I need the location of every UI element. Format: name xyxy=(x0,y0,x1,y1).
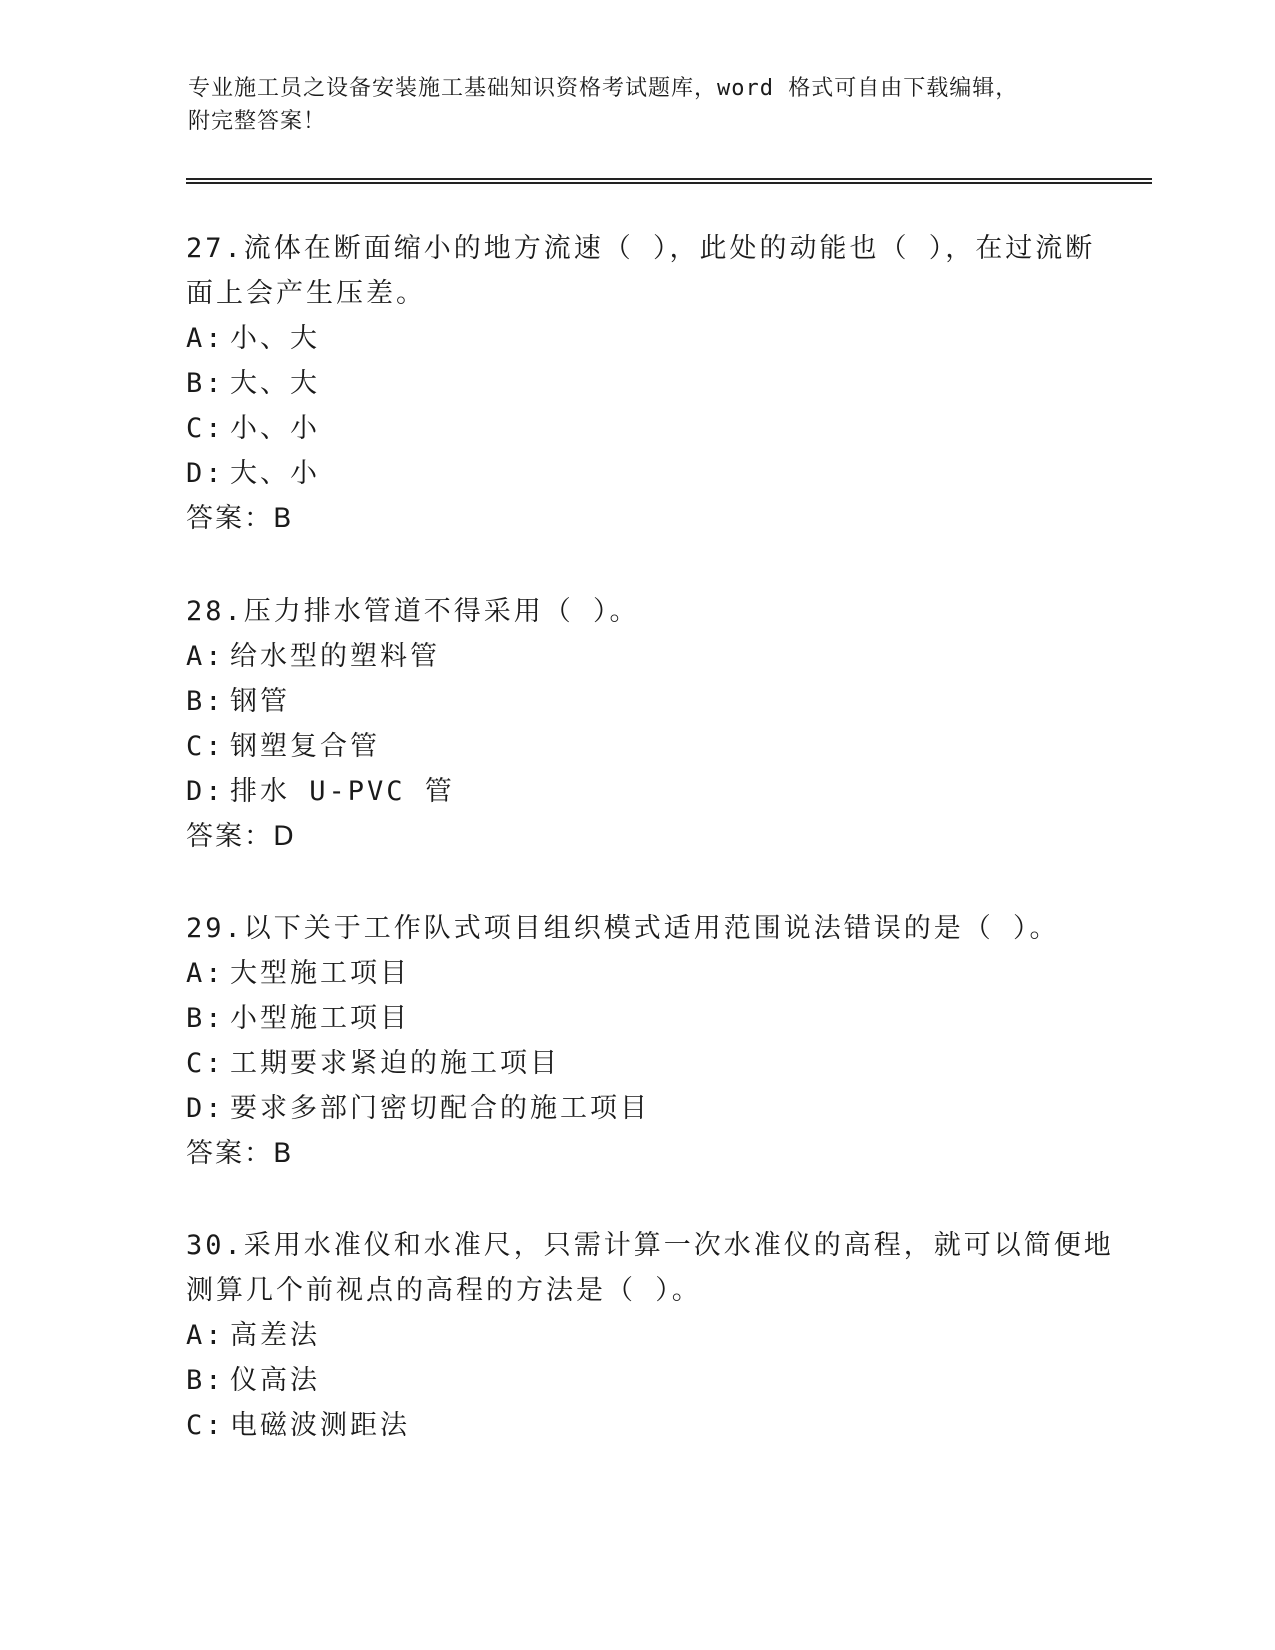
option-text: 排水 U-PVC 管 xyxy=(230,776,455,807)
option-c xyxy=(186,406,1086,451)
answer-line: 答案：D xyxy=(186,821,296,852)
option-letter: B: xyxy=(186,368,225,399)
question-28 xyxy=(186,589,1086,859)
option-letter: A: xyxy=(186,1320,225,1351)
question-stem: 30.采用水准仪和水准尺，只需计算一次水准仪的高程，就可以简便地 xyxy=(186,1230,1114,1261)
option-text: 大、大 xyxy=(230,368,320,399)
option-text: 钢塑复合管 xyxy=(230,731,380,762)
option-d xyxy=(186,769,1086,814)
option-text: 小、大 xyxy=(230,323,320,354)
question-stem-continued: 面上会产生压差。 xyxy=(186,278,426,309)
option-letter: C: xyxy=(186,731,225,762)
option-letter: D: xyxy=(186,776,225,807)
answer-line: 答案：B xyxy=(186,1138,294,1169)
question-30 xyxy=(186,1223,1114,1448)
option-text: 小型施工项目 xyxy=(230,1003,410,1034)
option-letter: A: xyxy=(186,323,225,354)
option-text: 工期要求紧迫的施工项目 xyxy=(230,1048,560,1079)
option-text: 高差法 xyxy=(230,1320,320,1351)
option-text: 小、小 xyxy=(230,413,320,444)
option-a xyxy=(186,1313,1086,1358)
question-stem-continued: 测算几个前视点的高程的方法是（ ）。 xyxy=(186,1275,702,1306)
option-letter: C: xyxy=(186,1410,225,1441)
option-letter: C: xyxy=(186,1048,225,1079)
question-stem: 27.流体在断面缩小的地方流速（ ），此处的动能也（ ），在过流断 xyxy=(186,233,1096,264)
option-b xyxy=(186,361,1086,406)
option-a xyxy=(186,316,1086,361)
option-text: 要求多部门密切配合的施工项目 xyxy=(230,1093,650,1124)
option-letter: A: xyxy=(186,641,225,672)
option-c xyxy=(186,1041,1086,1086)
header-line-2: 附完整答案！ xyxy=(188,109,327,134)
option-a xyxy=(186,634,1086,679)
option-b xyxy=(186,679,1086,724)
option-letter: D: xyxy=(186,1093,225,1124)
option-letter: B: xyxy=(186,1365,225,1396)
option-letter: B: xyxy=(186,1003,225,1034)
option-b xyxy=(186,1358,1086,1403)
option-text: 大型施工项目 xyxy=(230,958,410,989)
option-text: 仪高法 xyxy=(230,1365,320,1396)
option-letter: D: xyxy=(186,458,225,489)
option-letter: A: xyxy=(186,958,225,989)
option-c xyxy=(186,724,1086,769)
option-d xyxy=(186,1086,1086,1131)
option-text: 钢管 xyxy=(230,686,290,717)
option-b xyxy=(186,996,1086,1041)
header-divider xyxy=(186,178,1152,184)
question-stem: 29.以下关于工作队式项目组织模式适用范围说法错误的是（ ）。 xyxy=(186,913,1060,944)
option-text: 大、小 xyxy=(230,458,320,489)
header-line-1: 专业施工员之设备安装施工基础知识资格考试题库，word 格式可自由下载编辑， xyxy=(188,76,1019,101)
document-header xyxy=(188,72,1108,138)
answer-line: 答案：B xyxy=(186,503,294,534)
option-a xyxy=(186,951,1086,996)
question-29 xyxy=(186,906,1086,1176)
question-27 xyxy=(186,226,1096,541)
option-d xyxy=(186,451,1086,496)
option-c xyxy=(186,1403,1086,1448)
question-stem: 28.压力排水管道不得采用（ ）。 xyxy=(186,596,640,627)
option-letter: B: xyxy=(186,686,225,717)
option-letter: C: xyxy=(186,413,225,444)
option-text: 电磁波测距法 xyxy=(230,1410,410,1441)
option-text: 给水型的塑料管 xyxy=(230,641,440,672)
